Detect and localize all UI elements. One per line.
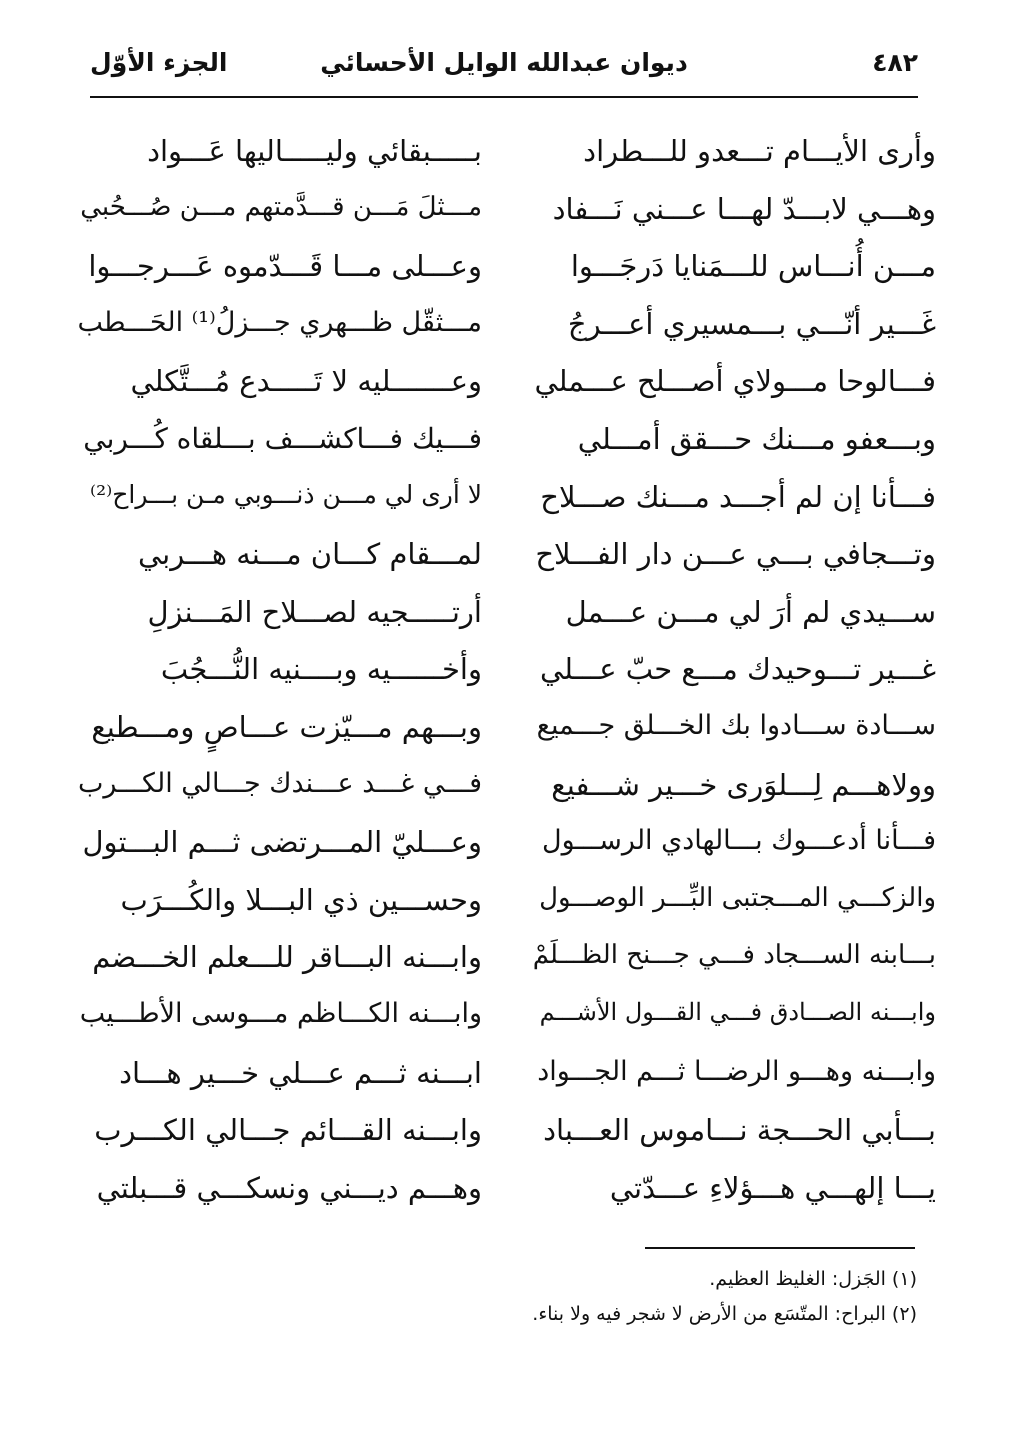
verse-first-hemistich: فـــأنا أدعـــوك بـــالهادي الرســـول <box>542 825 936 857</box>
verse-second-hemistich: وابـــنه البـــاقر للـــعلم الخـــضم <box>92 940 482 975</box>
poem-body <box>78 130 936 1224</box>
verse-first-hemistich: بـــأبي الحـــجة نـــاموس العـــباد <box>543 1113 936 1148</box>
verse-line <box>78 936 936 994</box>
verse-second-hemistich: أرتـــــجيه لصـــلاح المَـــنزلِ <box>147 594 482 629</box>
verse-first-hemistich: غَـــير أنّـــي بـــمسيري أعـــرجُ <box>567 306 936 341</box>
verse-line <box>78 994 936 1052</box>
verse-line <box>78 648 936 706</box>
verse-first-hemistich: وهـــي لابـــدّ لهـــا عـــني نَـــفاد <box>552 191 936 226</box>
verse-first-hemistich: بـــابنه الســـجاد فـــي جـــنح الظـــلَمْ <box>532 940 936 971</box>
verse-first-hemistich: وابـــنه وهـــو الرضـــا ثـــم الجـــواد <box>537 1055 936 1087</box>
verse-second-hemistich: وهـــم ديـــني ونسكـــي قـــبلتي <box>96 1170 482 1205</box>
footnote: (٢) البراح: المتّسَع من الأرض لا شجر فيه ولا بناء. <box>532 1303 917 1325</box>
verse-line <box>78 533 936 591</box>
footnotes <box>97 1270 917 1340</box>
verse-first-hemistich: فـــأنا إن لم أجـــد مـــنك صـــلاح <box>540 479 936 514</box>
verse-line <box>78 476 936 534</box>
verse-line <box>78 245 936 303</box>
verse-first-hemistich: يـــا إلهـــي هـــؤلاءِ عـــدّتي <box>609 1170 936 1205</box>
verse-first-hemistich: ســـادة ســـادوا بك الخـــلق جـــميع <box>536 709 936 741</box>
verse-first-hemistich: مـــن أُنـــاس للـــمَنايا دَرجَـــوا <box>570 249 936 284</box>
footnote-divider <box>645 1247 915 1249</box>
verse-line <box>78 879 936 937</box>
verse-line <box>78 591 936 649</box>
verse-second-hemistich: وبـــهم مـــيّزت عـــاصٍ ومـــطيع <box>91 709 482 744</box>
verse-line <box>78 1052 936 1110</box>
verse-first-hemistich: وتـــجافي بـــي عـــن دار الفـــلاح <box>535 537 936 572</box>
footnote: (١) الجَزل: الغليظ العظيم. <box>709 1268 917 1290</box>
verse-first-hemistich: وابـــنه الصـــادق فـــي القـــول الأشـــم <box>539 997 936 1026</box>
verse-second-hemistich: ابـــنه ثـــم عـــلي خـــير هـــاد <box>119 1055 482 1090</box>
verse-line <box>78 821 936 879</box>
verse-second-hemistich: مـــثقّل ظـــهري جـــزلُ⁽¹⁾ الحَـــطب <box>77 306 482 338</box>
verse-second-hemistich: مـــثلَ مَـــن قـــدَّمتهم مـــن صُـــحُبي <box>80 191 482 222</box>
verse-line <box>78 360 936 418</box>
verse-second-hemistich: وأخــــــيه وبــــنيه النُّـــجُبَ <box>160 652 482 687</box>
verse-second-hemistich: لا أرى لي مـــن ذنـــوبي مـن بـــراح⁽²⁾ <box>89 479 482 509</box>
page-header <box>90 38 918 98</box>
verse-first-hemistich: ســـيدي لم أرَ لي مـــن عـــمل <box>565 594 936 629</box>
verse-first-hemistich: فـــالوحا مـــولاي أصـــلح عـــملي <box>534 364 936 399</box>
verse-second-hemistich: لمـــقام كـــان مـــنه هـــربي <box>138 537 482 572</box>
verse-second-hemistich: فـــيك فـــاكشـــف بـــلقاه كُـــربي <box>83 421 482 455</box>
verse-line <box>78 418 936 476</box>
verse-second-hemistich: وعـــــــليه لا تَـــــدع مُـــتَّكلي <box>130 364 482 399</box>
verse-second-hemistich: فـــي غـــد عـــندك جـــالي الكـــرب <box>78 767 482 799</box>
verse-second-hemistich: وابـــنه القـــائم جـــالي الكـــرب <box>94 1113 482 1148</box>
verse-first-hemistich: وأرى الأيـــام تـــعدو للـــطراد <box>583 134 936 168</box>
verse-second-hemistich: وحســـين ذي البـــلا والكُـــرَب <box>120 882 482 917</box>
verse-second-hemistich: بـــــبقائي وليـــــاليها عَـــواد <box>147 134 482 168</box>
verse-first-hemistich: غـــير تـــوحيدك مـــع حبّ عـــلي <box>539 652 936 687</box>
verse-first-hemistich: وبـــعفو مـــنك حـــقق أمـــلي <box>577 421 936 456</box>
verse-line <box>78 764 936 822</box>
verse-line <box>78 188 936 246</box>
book-title: ديوان عبدالله الوايل الأحسائي <box>320 48 688 77</box>
verse-second-hemistich: وابـــنه الكـــاظم مـــوسى الأطـــيب <box>79 997 482 1029</box>
verse-second-hemistich: وعـــلى مـــا قَـــدّموه عَـــرجـــوا <box>88 249 482 284</box>
verse-second-hemistich: وعـــليّ المـــرتضى ثـــم البـــتول <box>82 825 482 860</box>
verse-line <box>78 130 936 188</box>
verse-line <box>78 303 936 361</box>
page-number: ٤٨٢ <box>872 48 918 77</box>
verse-line <box>78 1109 936 1167</box>
verse-first-hemistich: والزكـــي المـــجتبى البِّـــر الوصـــول <box>539 882 936 913</box>
verse-line <box>78 1167 936 1225</box>
verse-first-hemistich: وولاهـــم لِـــلوَرى خـــير شـــفيع <box>551 767 936 802</box>
verse-line <box>78 706 936 764</box>
part-label: الجزء الأوّل <box>90 48 228 77</box>
